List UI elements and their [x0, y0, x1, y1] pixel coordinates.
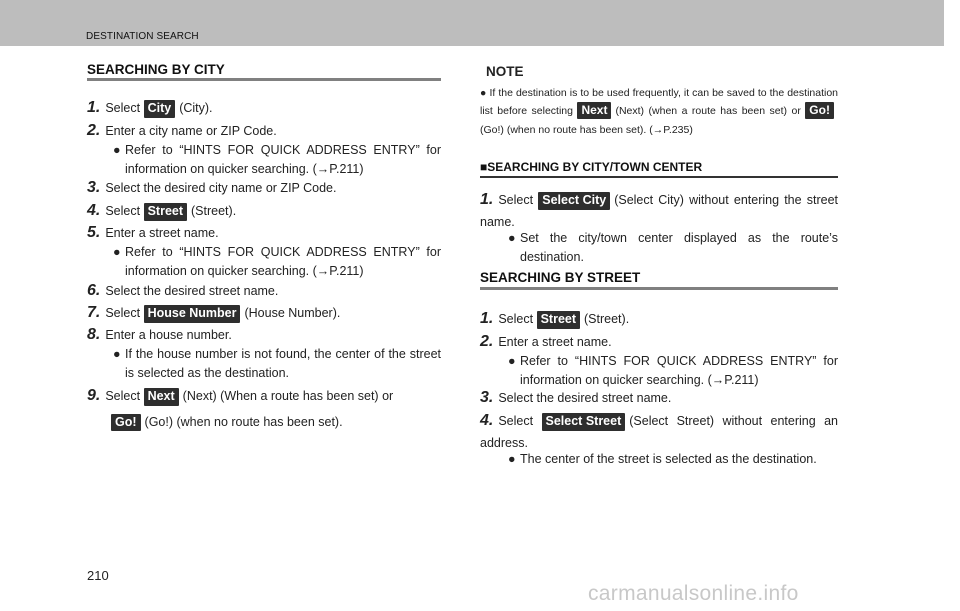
step-8: 8. Enter a house number.: [87, 326, 232, 343]
note-go-button[interactable]: Go!: [805, 102, 834, 119]
step-4: 4. Select Street (Street).: [87, 202, 237, 219]
step-5: 5. Enter a street name.: [87, 224, 219, 241]
square-icon: ■: [480, 160, 488, 174]
bullet-icon: ●: [508, 231, 516, 245]
house-number-button[interactable]: House Number: [144, 305, 241, 323]
step-1: 1. Select City (City).: [87, 99, 213, 116]
street-step-3: 3. Select the desired street name.: [480, 389, 672, 406]
bullet-city-center: ● Set the city/town center displayed as the route’s destination.: [508, 231, 838, 264]
bullet-hints-3: ● Refer to “HINTS FOR QUICK ADDRESS ENTRY” for information on quicker searching. (→P.211): [508, 354, 838, 387]
next-button[interactable]: Next: [144, 388, 179, 406]
bullet-icon: ●: [508, 452, 516, 466]
bullet-icon: ●: [113, 347, 121, 361]
watermark: carmanualsonline.info: [588, 582, 799, 605]
bullet-icon: ●: [480, 87, 487, 99]
bullet-house-not-found: ● If the house number is not found, the center of the street is selected as the destination.: [113, 347, 441, 380]
section-rule: [87, 78, 441, 81]
bullet-icon: ●: [113, 143, 121, 157]
note-text: ● If the destination is to be used frequently, it can be saved to the destination list before selecting Next (Next) (when a route has been set) or Go!(Go!) (when no route has been set). (→P.235): [480, 87, 839, 136]
bullet-street-center: ● The center of the street is selected as the destination.: [508, 450, 838, 469]
page-number: 210: [87, 568, 109, 583]
subsection-title-city-center: ■SEARCHING BY CITY/TOWN CENTER: [480, 160, 703, 174]
running-header: DESTINATION SEARCH: [86, 31, 199, 42]
go-button[interactable]: Go!: [111, 414, 141, 432]
note-title: NOTE: [486, 64, 524, 79]
street-button[interactable]: Street: [144, 203, 187, 221]
street-step-1: 1. Select Street (Street).: [480, 310, 630, 327]
section-title-street: SEARCHING BY STREET: [480, 270, 641, 285]
step-3: 3. Select the desired city name or ZIP Code.: [87, 179, 337, 196]
section-rule: [480, 287, 838, 290]
bullet-icon: ●: [508, 354, 516, 368]
bullet-icon: ●: [113, 245, 121, 259]
note-next-button[interactable]: Next: [577, 102, 611, 119]
street-button-2[interactable]: Street: [537, 311, 580, 329]
city-button[interactable]: City: [144, 100, 176, 118]
street-step-4: 4. Select Select Street (Select Street) without entering an address.: [480, 412, 838, 450]
step-6: 6. Select the desired street name.: [87, 282, 279, 299]
subsection-rule: [480, 176, 838, 178]
street-step-2: 2. Enter a street name.: [480, 333, 612, 350]
step-2: 2. Enter a city name or ZIP Code.: [87, 122, 277, 139]
bullet-hints-1: ● Refer to “HINTS FOR QUICK ADDRESS ENTRY” for information on quicker searching. (→P.211): [113, 143, 441, 176]
bullet-hints-2: ● Refer to “HINTS FOR QUICK ADDRESS ENTRY” for information on quicker searching. (→P.211): [113, 245, 441, 278]
section-title-city: SEARCHING BY CITY: [87, 62, 225, 77]
city-center-step-1: 1. Select Select City (Select City) without entering the street name.: [480, 191, 838, 229]
step-7: 7. Select House Number (House Number).: [87, 304, 341, 321]
select-city-button[interactable]: Select City: [538, 192, 610, 210]
step-9: 9. Select Next (Next) (When a route has been set) or Go! (Go!) (when no route has been set).: [87, 381, 441, 434]
select-street-button[interactable]: Select Street: [542, 413, 626, 431]
